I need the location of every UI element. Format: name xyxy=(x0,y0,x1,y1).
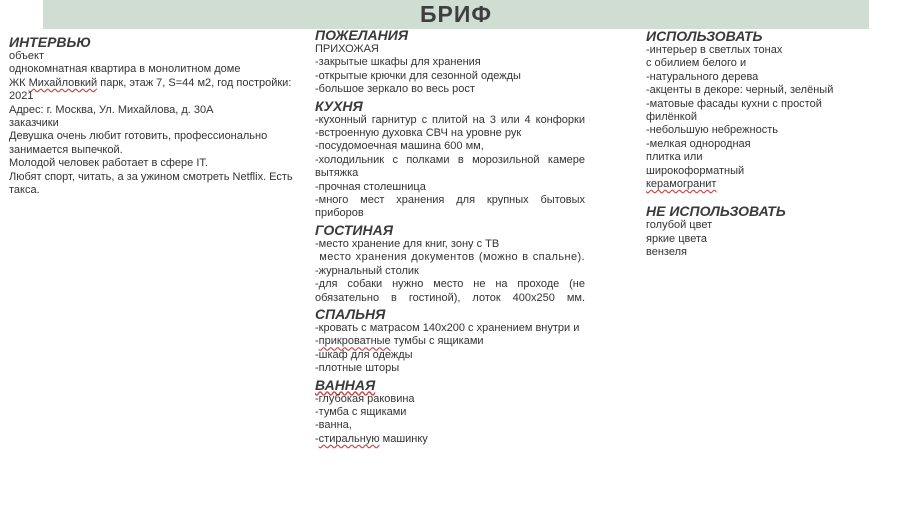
list-item: -много мест хранения для крупных бытовых приборов xyxy=(315,194,589,220)
customer-note: Девушка очень любит готовить, профессионально занимается выпечкой. xyxy=(9,130,271,156)
list-item: яркие цвета xyxy=(646,232,708,245)
list-item: -прочная столешница xyxy=(315,180,426,193)
title-bar xyxy=(43,0,869,29)
complex-rest: парк, этаж 7, S=44 м2, год постройки: 2021 xyxy=(9,76,295,103)
list-item: -акценты в декоре: черный, зелёный xyxy=(646,84,834,97)
list-item: -матовые фасады кухни с простой филёнкой xyxy=(646,97,825,124)
list-item: -кухонный гарнитур с плитой на 3 или 4 конфорки xyxy=(315,113,585,126)
list-item: -большое зеркало во весь рост xyxy=(315,83,475,96)
customers-label: заказчики xyxy=(9,117,59,130)
interview-heading: ИНТЕРВЬЮ xyxy=(9,34,92,50)
list-item: -мелкая однородная xyxy=(646,137,751,150)
wishes-column xyxy=(315,27,589,446)
list-item: -небольшую небрежность xyxy=(646,124,778,137)
complex-line xyxy=(9,77,309,104)
dont-use-heading: НЕ ИСПОЛЬЗОВАТЬ xyxy=(646,203,786,220)
object-label: объект xyxy=(9,50,45,62)
use-column xyxy=(646,28,846,260)
kitchen-heading: КУХНЯ xyxy=(315,97,363,114)
list-item: -встроенную духовка СВЧ на уровне рук xyxy=(315,127,522,140)
list-item: -натурального дерева xyxy=(646,70,759,83)
list-item: -шкаф для одежды xyxy=(315,348,413,361)
list-item: -посудомоечная машина 600 мм, xyxy=(315,140,484,153)
address-line: Адрес: г. Москва, Ул. Михайлова, д. 30А xyxy=(9,103,214,116)
list-item: -холодильник с полками в морозильной камере xyxy=(315,153,585,166)
list-item: с обилием белого и xyxy=(646,57,747,70)
complex-name: Михайловкий xyxy=(28,76,98,89)
list-item: плитка или xyxy=(646,151,703,164)
list-item: вензеля xyxy=(646,246,687,259)
page-title: БРИФ xyxy=(419,1,493,27)
list-item: широкоформатный xyxy=(646,164,745,177)
list-item: -прикроватные тумбы с ящиками xyxy=(315,335,484,348)
list-item: -открытые крючки для сезонной одежды xyxy=(315,69,521,82)
list-item: -тумба с ящиками xyxy=(315,405,407,418)
list-item: -ванна, xyxy=(315,419,352,432)
use-heading: ИСПОЛЬЗОВАТЬ xyxy=(646,28,763,44)
living-heading: ГОСТИНАЯ xyxy=(315,221,393,238)
list-item: -плотные шторы xyxy=(315,362,400,375)
list-item: -стиральную машинку xyxy=(315,432,428,445)
interview-column xyxy=(9,32,309,197)
list-item: голубой цвет xyxy=(646,219,713,232)
list-item: вытяжка xyxy=(315,167,359,180)
bedroom-heading: СПАЛЬНЯ xyxy=(315,305,386,322)
list-item: -глубокая раковина xyxy=(315,392,415,405)
object-line: однокомнатная квартира в монолитном доме xyxy=(9,63,241,76)
hall-label: ПРИХОЖАЯ xyxy=(315,43,379,55)
customer-note: Любят спорт, читать, а за ужином смотреть Netflix. Есть такса. xyxy=(9,170,296,197)
list-item: -кровать с матрасом 140х200 с хранением внутри и xyxy=(315,321,580,334)
wishes-heading: ПОЖЕЛАНИЯ xyxy=(315,27,409,43)
list-item: керамогранит xyxy=(646,178,717,191)
customer-note: Молодой человек работает в сфере IT. xyxy=(9,157,208,170)
list-item: -закрытые шкафы для хранения xyxy=(315,56,481,69)
bath-heading: ВАННАЯ xyxy=(315,376,376,393)
complex-prefix: ЖК xyxy=(9,76,29,89)
list-item: место хранения документов (можно в спальне). xyxy=(315,251,585,264)
list-item: -место хранение для книг, зону с ТВ xyxy=(315,237,500,250)
list-item: -журнальный столик xyxy=(315,264,419,277)
list-item: -интерьер в светлых тонах xyxy=(646,44,783,56)
list-item: -для собаки нужно место не на проходе (не обязательно в гостиной), лоток 400х250 мм. xyxy=(315,278,589,304)
